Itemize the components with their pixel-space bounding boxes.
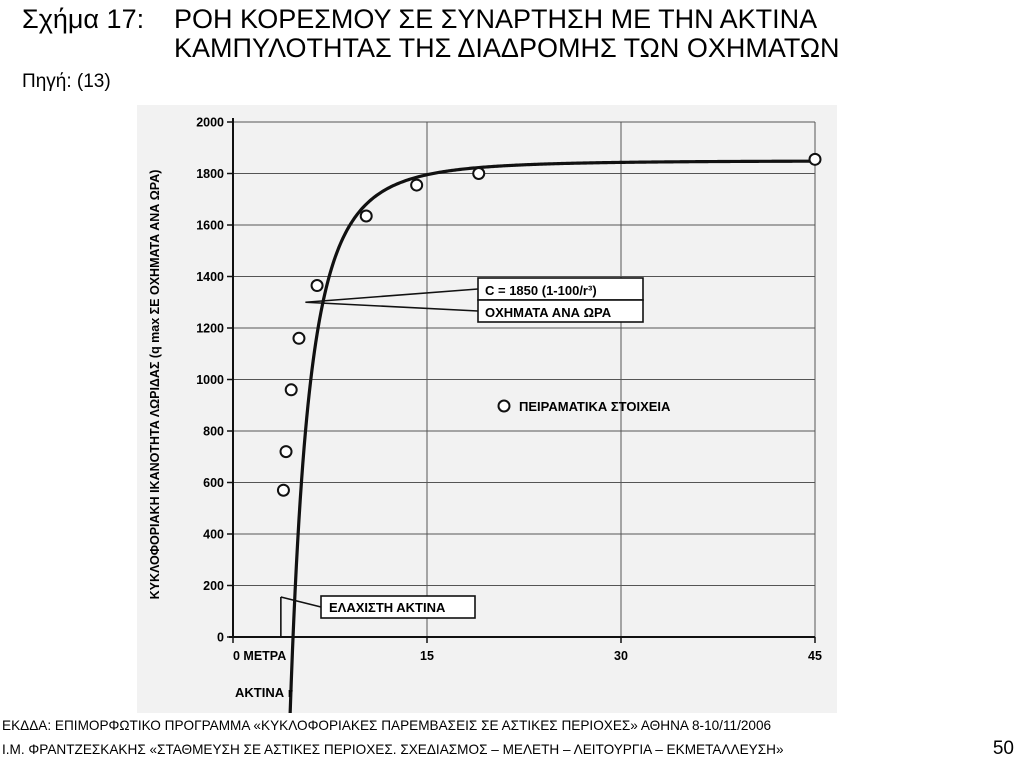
formula-annotation	[478, 278, 643, 322]
legend-label: ΠΕΙΡΑΜΑΤΙΚΑ ΣΤΟΙΧΕΙΑ	[519, 399, 671, 414]
data-point	[411, 180, 422, 191]
min-radius-annotation	[321, 596, 475, 618]
y-tick-label: 1600	[196, 218, 224, 233]
footer-line2: Ι.Μ. ΦΡΑΝΤΖΕΣΚΑΚΗΣ «ΣΤΑΘΜΕΥΣΗ ΣΕ ΑΣΤΙΚΕΣ ΠΕΡΙΟΧΕΣ. ΣΧΕΔΙΑΣΜΟΣ – ΜΕΛΕΤΗ – ΛΕΙΤΟΥΡΓΙΑ – ΕΚΜΕΤΑΛΛΕΥΣΗ»	[2, 742, 784, 757]
page-number: 50	[992, 738, 1014, 759]
x-axis-title: ΑΚΤΙΝΑ r	[235, 685, 293, 700]
y-tick-label: 2000	[196, 115, 224, 130]
x-tick-label: 30	[614, 649, 628, 663]
data-markers	[278, 154, 821, 496]
y-tick-label: 1000	[196, 373, 224, 387]
formula-units-label: ΟΧΗΜΑΤΑ ΑΝΑ ΩΡΑ	[485, 305, 612, 320]
chart-grid	[233, 122, 815, 637]
data-point	[810, 154, 821, 165]
data-point	[278, 485, 289, 496]
data-point	[312, 280, 323, 291]
data-point	[293, 333, 304, 344]
x-tick-label: 0 ΜΕΤΡΑ	[233, 649, 287, 663]
data-point	[473, 168, 484, 179]
figure-title-line2: ΚΑΜΠΥΛΟΤΗΤΑΣ ΤΗΣ ΔΙΑΔΡΟΜΗΣ ΤΩΝ ΟΧΗΜΑΤΩΝ	[174, 33, 840, 63]
y-tick-label: 400	[203, 527, 224, 542]
min-radius-leader-line	[281, 597, 321, 607]
x-tick-label: 45	[808, 649, 822, 663]
y-tick-label: 1800	[196, 167, 224, 181]
chart-annotations	[148, 170, 671, 700]
legend-marker	[499, 401, 510, 412]
formula-leader-line	[305, 302, 478, 311]
min-radius-label: ΕΛΑΧΙΣΤΗ ΑΚΤΙΝΑ	[329, 600, 446, 615]
formula-leader-line	[305, 289, 478, 302]
y-tick-label: 600	[203, 476, 224, 490]
data-point	[361, 210, 372, 221]
data-point	[286, 384, 297, 395]
chart-scan	[137, 105, 837, 713]
y-axis-title: ΚΥΚΛΟΦΟΡΙΑΚΗ ΙΚΑΝΟΤΗΤΑ ΛΩΡΙΔΑΣ (q max ΣΕ ΟΧΗΜΑΤΑ ΑΝΑ ΩΡΑ)	[148, 169, 162, 600]
y-tick-label: 1400	[196, 270, 224, 284]
y-tick-label: 0	[217, 630, 224, 645]
figure-number: Σχήμα 17:	[22, 4, 145, 34]
fitted-curve	[283, 161, 815, 713]
formula-label: C = 1850 (1-100/r³)	[485, 283, 597, 298]
y-tick-label: 1200	[196, 321, 224, 336]
saturation-flow-chart	[137, 105, 837, 713]
figure-title-text1: ΡΟΗ ΚΟΡΕΣΜΟΥ ΣΕ ΣΥΝΑΡΤΗΣΗ ΜΕ ΤΗΝ ΑΚΤΙΝΑ	[174, 4, 818, 34]
legend	[499, 399, 672, 414]
data-point	[281, 446, 292, 457]
y-tick-label: 800	[203, 424, 224, 439]
footer-line1: ΕΚΔΔΑ: ΕΠΙΜΟΡΦΩΤΙΚΟ ΠΡΟΓΡΑΜΜΑ «ΚΥΚΛΟΦΟΡΙΑΚΕΣ ΠΑΡΕΜΒΑΣΕΙΣ ΣΕ ΑΣΤΙΚΕΣ ΠΕΡΙΟΧΕΣ» ΑΘΗΝΑ 8-10/11/2006	[2, 718, 772, 733]
figure-source: Πηγή: (13)	[22, 71, 111, 92]
figure-title-line1	[22, 4, 817, 34]
y-tick-label: 200	[203, 579, 224, 593]
x-tick-label: 15	[420, 649, 434, 663]
